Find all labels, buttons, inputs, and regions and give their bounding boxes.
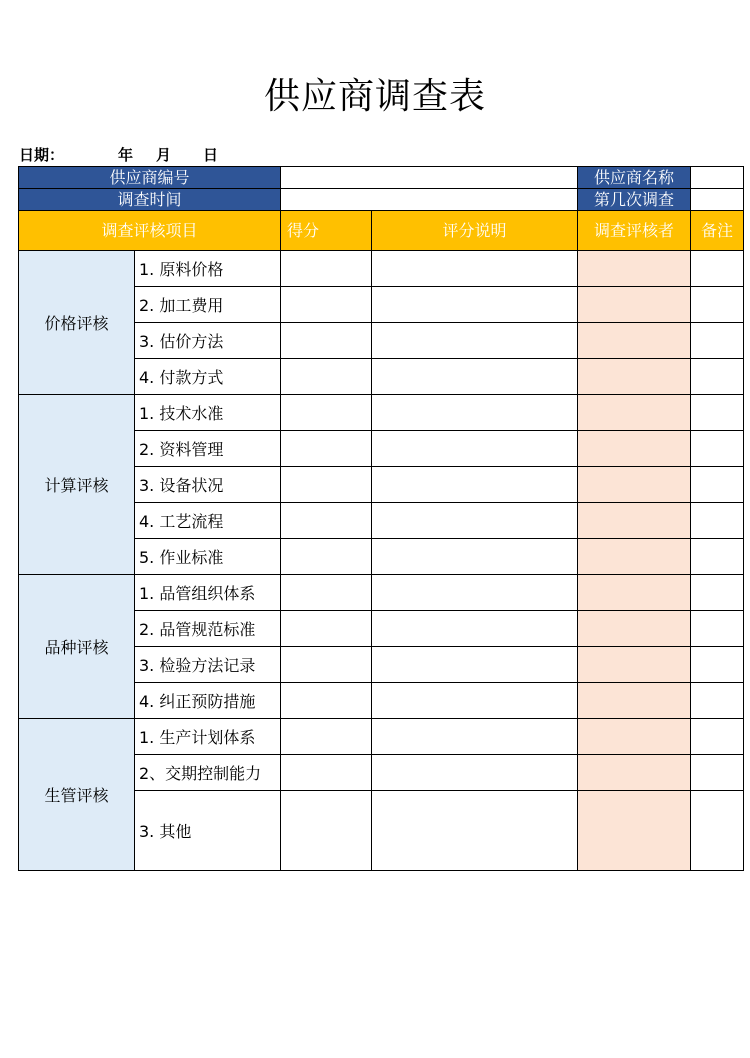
explanation-cell[interactable] — [372, 647, 578, 683]
supplier-no-label: 供应商编号 — [19, 167, 281, 189]
remark-cell[interactable] — [691, 251, 744, 287]
remark-cell[interactable] — [691, 287, 744, 323]
score-cell[interactable] — [281, 287, 372, 323]
category-cell: 生管评核 — [19, 719, 135, 871]
score-cell[interactable] — [281, 755, 372, 791]
reviewer-cell[interactable] — [578, 719, 691, 755]
item-label: 2. 品管规范标准 — [135, 611, 281, 647]
explanation-cell[interactable] — [372, 575, 578, 611]
category-cell: 价格评核 — [19, 251, 135, 395]
item-label: 4. 纠正预防措施 — [135, 683, 281, 719]
survey-time-input[interactable] — [281, 189, 578, 211]
table-row — [19, 251, 744, 287]
remark-cell[interactable] — [691, 323, 744, 359]
table-row — [19, 719, 744, 755]
item-label: 2. 加工费用 — [135, 287, 281, 323]
date-day-label: 日 — [203, 146, 219, 164]
remark-cell[interactable] — [691, 611, 744, 647]
explanation-cell[interactable] — [372, 683, 578, 719]
remark-cell[interactable] — [691, 683, 744, 719]
explanation-cell[interactable] — [372, 467, 578, 503]
item-label: 2、交期控制能力 — [135, 755, 281, 791]
score-cell[interactable] — [281, 683, 372, 719]
table-row — [19, 395, 744, 431]
remark-cell[interactable] — [691, 755, 744, 791]
score-cell[interactable] — [281, 503, 372, 539]
reviewer-cell[interactable] — [578, 647, 691, 683]
survey-round-label: 第几次调查 — [578, 189, 691, 211]
remark-cell[interactable] — [691, 431, 744, 467]
item-label: 1. 原料价格 — [135, 251, 281, 287]
category-cell: 计算评核 — [19, 395, 135, 575]
item-label: 3. 检验方法记录 — [135, 647, 281, 683]
category-cell: 品种评核 — [19, 575, 135, 719]
explanation-cell[interactable] — [372, 719, 578, 755]
reviewer-cell[interactable] — [578, 503, 691, 539]
column-header-explanation: 评分说明 — [372, 211, 578, 251]
remark-cell[interactable] — [691, 503, 744, 539]
reviewer-cell[interactable] — [578, 539, 691, 575]
remark-cell[interactable] — [691, 359, 744, 395]
item-label: 3. 其他 — [135, 791, 281, 871]
score-cell[interactable] — [281, 395, 372, 431]
score-cell[interactable] — [281, 539, 372, 575]
item-label: 4. 付款方式 — [135, 359, 281, 395]
supplier-name-label: 供应商名称 — [578, 167, 691, 189]
supplier-name-input[interactable] — [691, 167, 744, 189]
reviewer-cell[interactable] — [578, 395, 691, 431]
explanation-cell[interactable] — [372, 611, 578, 647]
score-cell[interactable] — [281, 719, 372, 755]
item-label: 3. 估价方法 — [135, 323, 281, 359]
item-label: 4. 工艺流程 — [135, 503, 281, 539]
survey-table — [18, 166, 744, 871]
score-cell[interactable] — [281, 251, 372, 287]
column-header-reviewer: 调查评核者 — [578, 211, 691, 251]
page-title: 供应商调查表 — [263, 76, 486, 117]
reviewer-cell[interactable] — [578, 611, 691, 647]
reviewer-cell[interactable] — [578, 251, 691, 287]
score-cell[interactable] — [281, 791, 372, 871]
score-cell[interactable] — [281, 647, 372, 683]
column-header-remark: 备注 — [691, 211, 744, 251]
remark-cell[interactable] — [691, 539, 744, 575]
explanation-cell[interactable] — [372, 287, 578, 323]
date-month-label: 月 — [156, 146, 172, 164]
remark-cell[interactable] — [691, 791, 744, 871]
remark-cell[interactable] — [691, 395, 744, 431]
table-row — [19, 575, 744, 611]
reviewer-cell[interactable] — [578, 683, 691, 719]
explanation-cell[interactable] — [372, 755, 578, 791]
reviewer-cell[interactable] — [578, 287, 691, 323]
reviewer-cell[interactable] — [578, 467, 691, 503]
reviewer-cell[interactable] — [578, 755, 691, 791]
item-label: 2. 资料管理 — [135, 431, 281, 467]
date-year-label: 年 — [118, 146, 134, 164]
item-label: 3. 设备状况 — [135, 467, 281, 503]
column-header-item: 调查评核项目 — [19, 211, 281, 251]
explanation-cell[interactable] — [372, 323, 578, 359]
reviewer-cell[interactable] — [578, 323, 691, 359]
remark-cell[interactable] — [691, 647, 744, 683]
score-cell[interactable] — [281, 575, 372, 611]
remark-cell[interactable] — [691, 719, 744, 755]
survey-time-label: 调查时间 — [19, 189, 281, 211]
reviewer-cell[interactable] — [578, 575, 691, 611]
item-label: 5. 作业标准 — [135, 539, 281, 575]
reviewer-cell[interactable] — [578, 359, 691, 395]
score-cell[interactable] — [281, 323, 372, 359]
item-label: 1. 生产计划体系 — [135, 719, 281, 755]
remark-cell[interactable] — [691, 467, 744, 503]
item-label: 1. 技术水准 — [135, 395, 281, 431]
score-cell[interactable] — [281, 467, 372, 503]
reviewer-cell[interactable] — [578, 791, 691, 871]
explanation-cell[interactable] — [372, 431, 578, 467]
explanation-cell[interactable] — [372, 791, 578, 871]
reviewer-cell[interactable] — [578, 431, 691, 467]
column-header-score: 得分 — [281, 211, 372, 251]
score-cell[interactable] — [281, 611, 372, 647]
date-label: 日期： — [19, 146, 65, 164]
remark-cell[interactable] — [691, 575, 744, 611]
score-cell[interactable] — [281, 359, 372, 395]
explanation-cell[interactable] — [372, 539, 578, 575]
explanation-cell[interactable] — [372, 503, 578, 539]
item-label: 1. 品管组织体系 — [135, 575, 281, 611]
explanation-cell[interactable] — [372, 251, 578, 287]
explanation-cell[interactable] — [372, 359, 578, 395]
supplier-no-input[interactable] — [281, 167, 578, 189]
explanation-cell[interactable] — [372, 395, 578, 431]
score-cell[interactable] — [281, 431, 372, 467]
survey-round-input[interactable] — [691, 189, 744, 211]
